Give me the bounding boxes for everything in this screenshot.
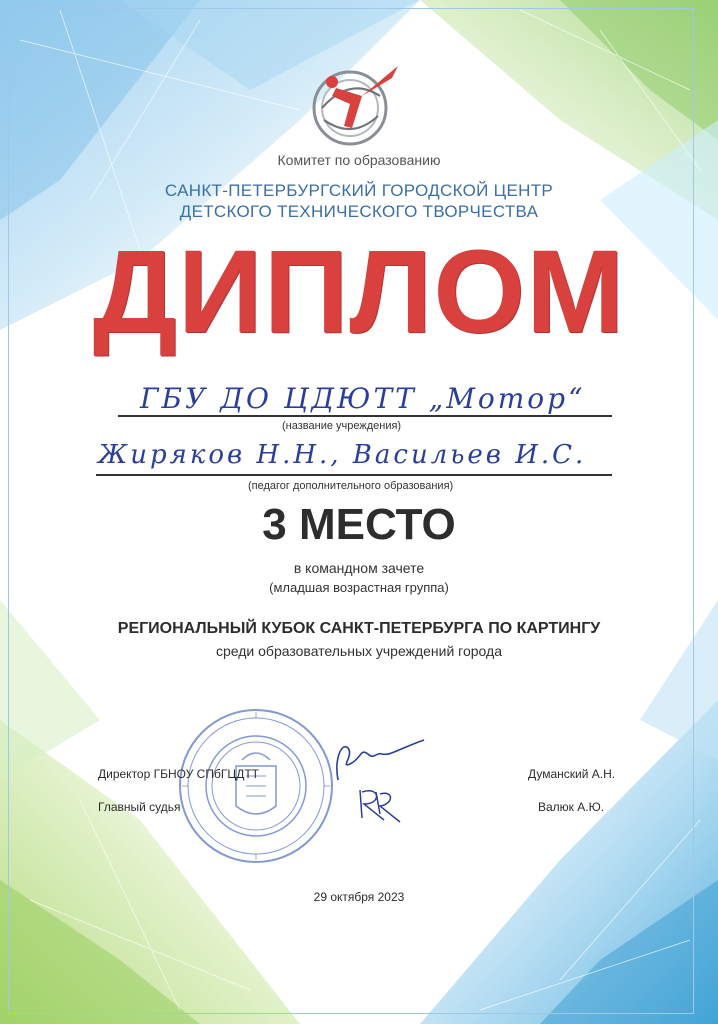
teachers-value: Жиряков Н.Н., Васильев И.С. <box>98 440 587 470</box>
organization-name-line2: ДЕТСКОГО ТЕХНИЧЕСКОГО ТВОРЧЕСТВА <box>179 202 539 221</box>
director-title: Директор ГБНОУ СПбГЦДТТ <box>98 767 259 781</box>
teachers-caption: (педагог дополнительного образования) <box>248 480 454 492</box>
organization-name <box>0 180 718 222</box>
judge-signature <box>350 780 410 830</box>
institution-value: ГБУ ДО ЦДЮТТ „Мотор“ <box>140 382 586 415</box>
teachers-underline <box>96 474 612 476</box>
event-scope: среди образовательных учреждений города <box>216 643 502 659</box>
issue-date: 29 октября 2023 <box>313 890 405 904</box>
award-group: (младшая возрастная группа) <box>269 580 449 595</box>
director-signature <box>320 728 430 788</box>
committee-label: Комитет по образованию <box>277 152 441 168</box>
event-name: РЕГИОНАЛЬНЫЙ КУБОК САНКТ-ПЕТЕРБУРГА ПО КАРТИНГУ <box>117 620 601 637</box>
director-name: Думанский А.Н. <box>528 767 616 781</box>
logo-emblem <box>302 56 406 152</box>
judge-name: Валюк А.Ю. <box>538 800 605 814</box>
organization-name-line1: САНКТ-ПЕТЕРБУРГСКИЙ ГОРОДСКОЙ ЦЕНТР <box>164 181 554 200</box>
award-place: 3 МЕСТО <box>262 500 456 549</box>
official-stamp <box>176 706 336 866</box>
judge-title: Главный судья <box>98 800 181 814</box>
institution-caption: (название учреждения) <box>282 420 402 432</box>
award-category: в командном зачете <box>293 560 425 576</box>
diploma-title: ДИПЛОМ <box>92 226 626 358</box>
institution-underline <box>118 415 612 417</box>
